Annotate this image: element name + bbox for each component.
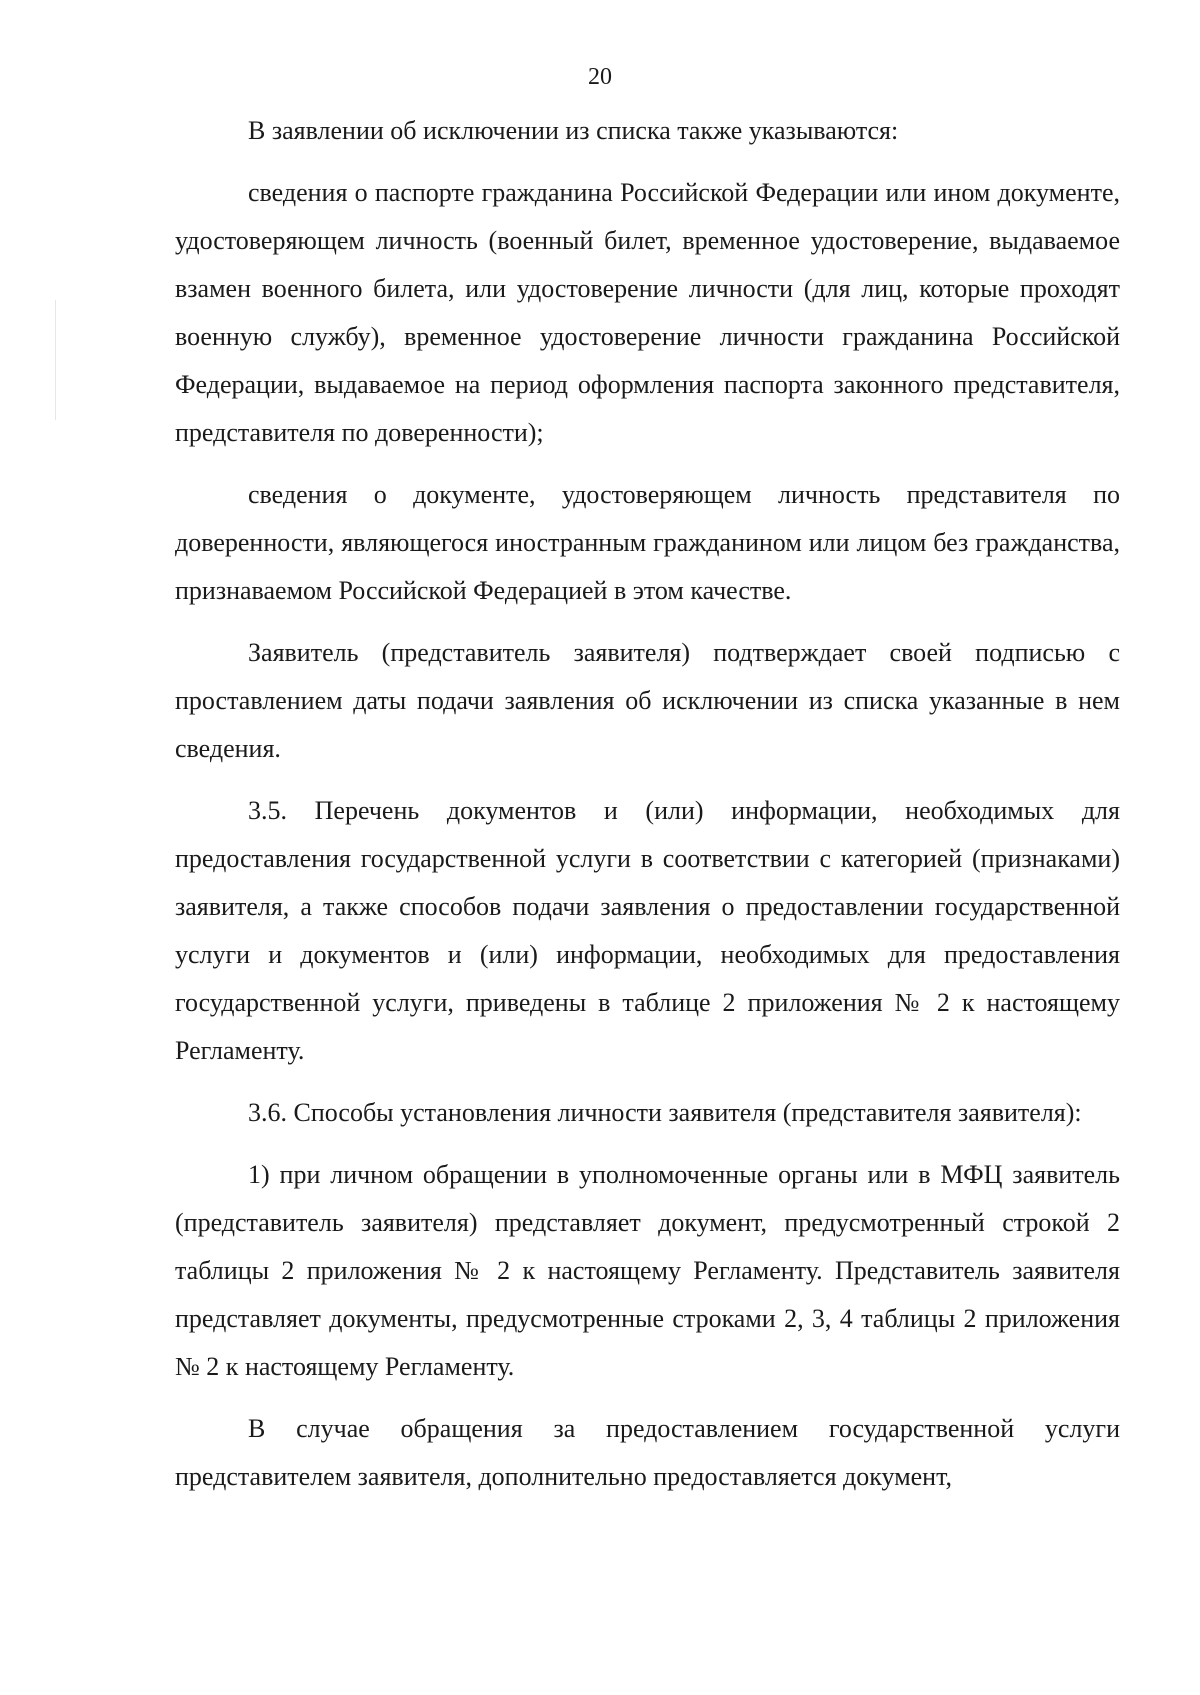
scan-margin-line	[55, 300, 56, 420]
paragraph-foreign-representative: сведения о документе, удостоверяющем личность представителя по доверенности, являющегося иностранным гражданином или лицом без гражданства, признаваемом Российской Федерацией в этом качестве.	[175, 480, 1120, 605]
paragraph-representative-case: В случае обращения за предоставлением государственной услуги представителем заявителя, дополнительно предоставляется документ,	[175, 1414, 1120, 1491]
page-number: 20	[588, 64, 612, 90]
paragraph-passport-info: сведения о паспорте гражданина Российской Федерации или ином документе, удостоверяющем личность (военный билет, временное удостоверение, выдаваемое взамен военного билета, или удостоверение личности (для лиц, которые проходят военную службу), временное удостоверение личности гражданина Российской Федерации, выдаваемое на период оформления паспорта законного представителя, представителя по доверенности);	[175, 178, 1120, 447]
paragraph-section-3-6: 3.6. Способы установления личности заявителя (представителя заявителя):	[248, 1098, 1082, 1127]
paragraph-section-3-5: 3.5. Перечень документов и (или) информации, необходимых для предоставления государственной услуги в соответствии с категорией (признаками) заявителя, а также способов подачи заявления о предоставлении государственной услуги и документов и (или) информации, необходимых для предоставления государственной услуги, приведены в таблице 2 приложения № 2 к настоящему Регламенту.	[175, 796, 1120, 1065]
paragraph-intro: В заявлении об исключении из списка также указываются:	[248, 116, 899, 145]
paragraph-item-1: 1) при личном обращении в уполномоченные органы или в МФЦ заявитель (представитель заявителя) представляет документ, предусмотренный строкой 2 таблицы 2 приложения № 2 к настоящему Регламенту. Представитель заявителя представляет документы, предусмотренные строками 2, 3, 4 таблицы 2 приложения № 2 к настоящему Регламенту.	[175, 1160, 1120, 1381]
paragraph-signature-confirmation: Заявитель (представитель заявителя) подтверждает своей подписью с проставлением даты подачи заявления об исключении из списка указанные в нем сведения.	[175, 638, 1120, 763]
document-body	[175, 107, 1120, 1515]
